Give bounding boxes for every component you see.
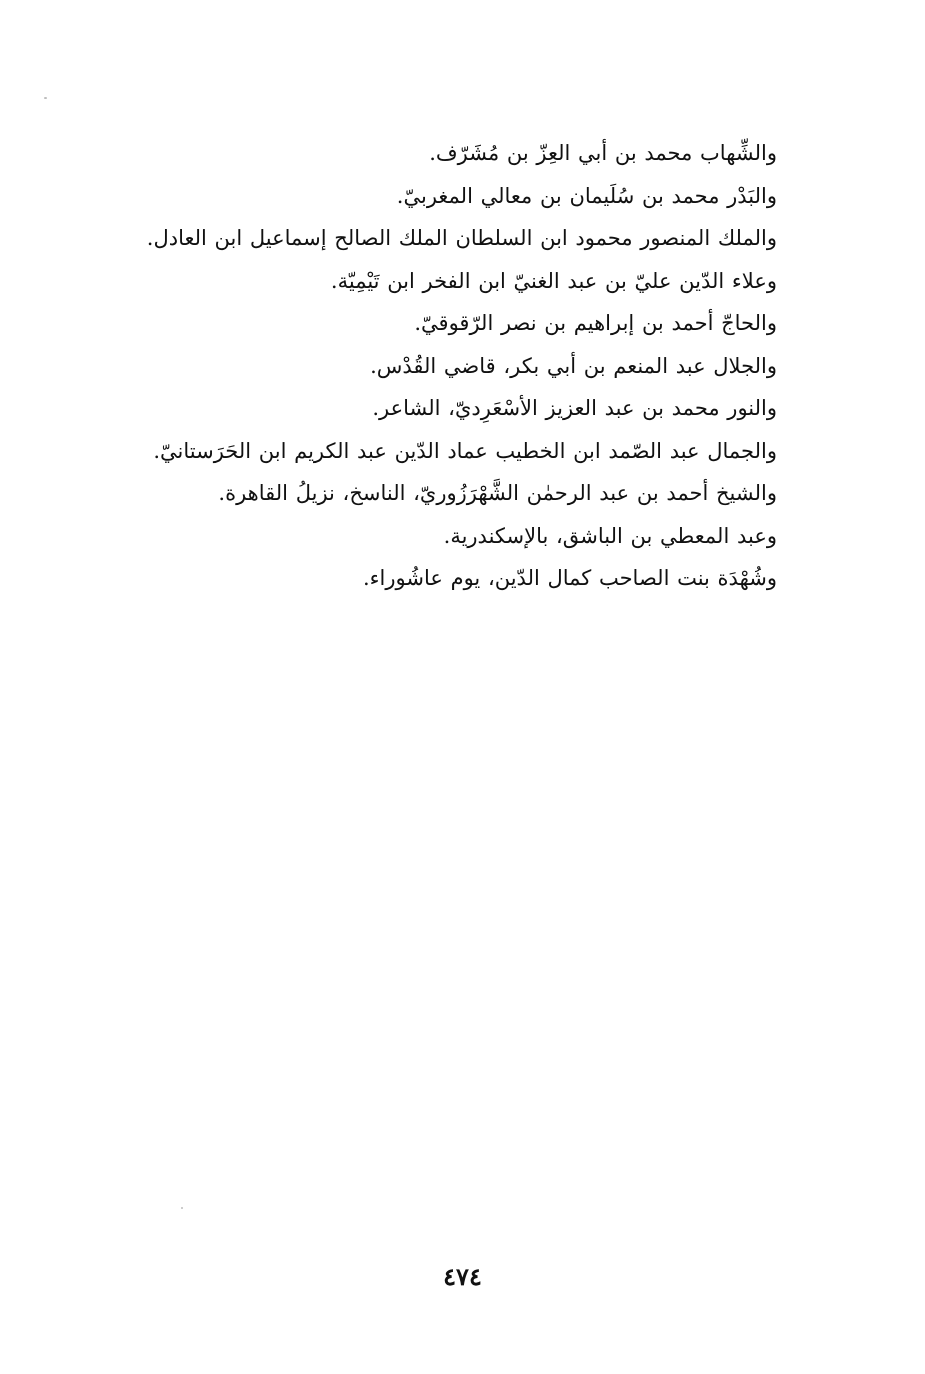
scan-speck <box>181 1207 183 1209</box>
scan-speck <box>44 97 47 99</box>
text-line: والجلال عبد المنعم بن أبي بكر، قاضي القُدْس. <box>370 353 777 378</box>
text-line: والجمال عبد الصّمد ابن الخطيب عماد الدّين عبد الكريم ابن الحَرَستانيّ. <box>153 438 777 463</box>
text-line: وعلاء الدّين عليّ بن عبد الغنيّ ابن الفخر ابن تَيْمِيّة. <box>330 268 777 293</box>
page-number: ٤٧٤ <box>443 1262 482 1291</box>
obituary-list <box>117 132 777 600</box>
text-line: والملك المنصور محمود ابن السلطان الملك الصالح إسماعيل ابن العادل. <box>146 226 777 250</box>
text-line: والشيخ أحمد بن عبد الرحمٰن الشَّهْرَزُوريّ، الناسخ، نزيلُ القاهرة. <box>218 481 777 505</box>
text-line: والحاجّ أحمد بن إبراهيم بن نصر الرّقوقيّ. <box>414 311 777 335</box>
text-line: وشُهْدَة بنت الصاحب كمال الدّين، يوم عاشُوراء. <box>363 566 777 590</box>
text-line: والشِّهاب محمد بن أبي العِزّ بن مُشَرّف. <box>429 141 777 165</box>
text-line: والنور محمد بن عبد العزيز الأسْعَرِديّ، الشاعر. <box>372 396 777 420</box>
text-line: والبَدْر محمد بن سُلَيمان بن معالي المغربيّ. <box>396 183 777 208</box>
text-line: وعبد المعطي بن الباشق، بالإسكندرية. <box>443 523 777 548</box>
